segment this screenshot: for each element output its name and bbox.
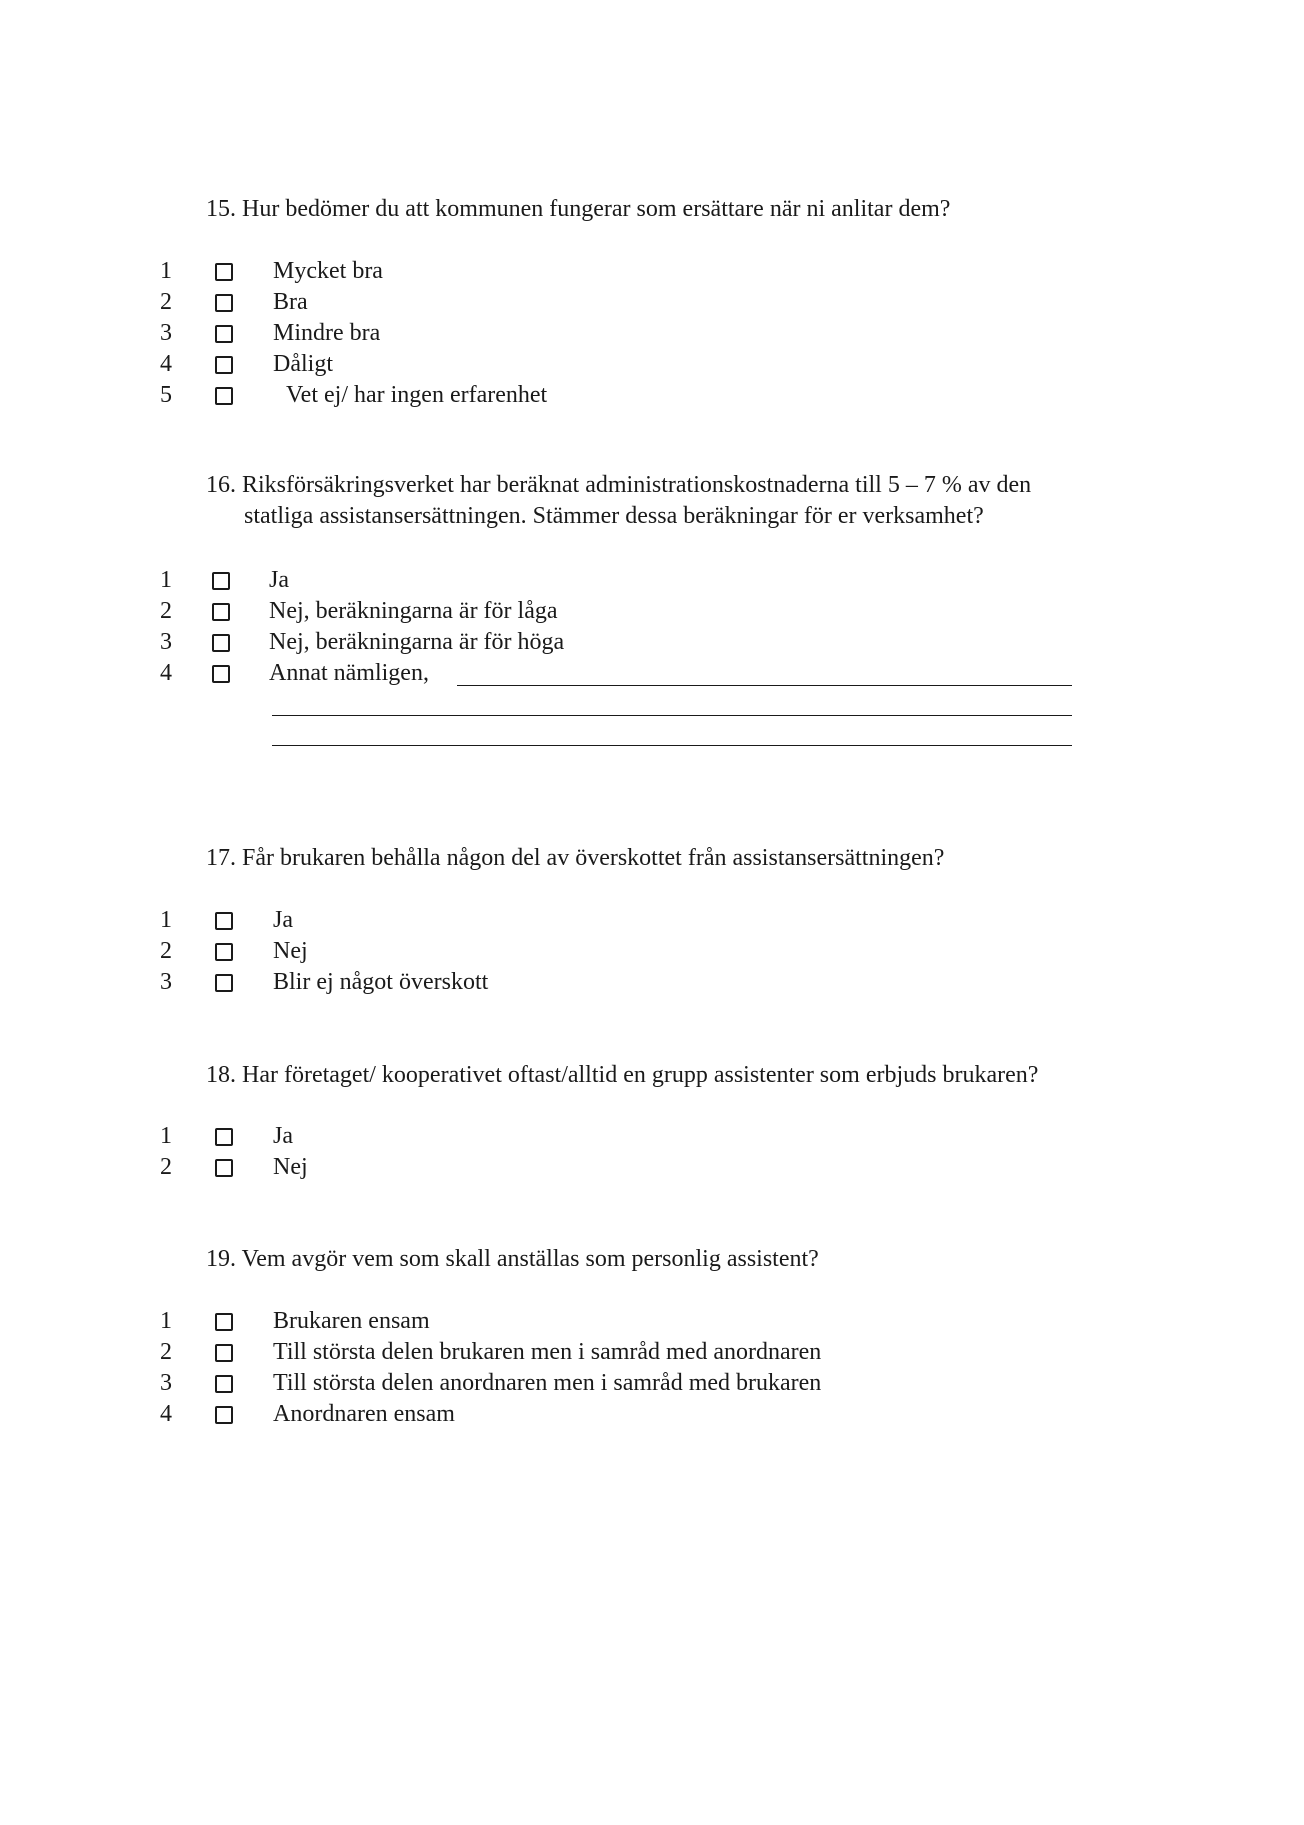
option-label: Nej, beräkningarna är för höga (269, 629, 565, 655)
option-label: Brukaren ensam (273, 1308, 430, 1334)
question-16-line-2: statliga assistansersättningen. Stämmer dessa beräkningar för er verksamhet? (244, 503, 984, 529)
option-number: 5 (160, 382, 172, 408)
option-label: Nej (273, 938, 308, 964)
option-number: 2 (160, 938, 172, 964)
checkbox-icon[interactable] (215, 263, 233, 281)
checkbox-icon[interactable] (212, 572, 230, 590)
checkbox-icon[interactable] (215, 325, 233, 343)
checkbox-icon[interactable] (215, 912, 233, 930)
option-label: Blir ej något överskott (273, 969, 489, 995)
checkbox-icon[interactable] (215, 1344, 233, 1362)
option-label: Vet ej/ har ingen erfarenhet (286, 382, 548, 408)
option-label: Ja (269, 567, 289, 593)
option-label: Till största delen brukaren men i samråd med anordnaren (273, 1339, 822, 1365)
checkbox-icon[interactable] (215, 943, 233, 961)
checkbox-icon[interactable] (215, 974, 233, 992)
option-number: 2 (160, 598, 172, 624)
checkbox-icon[interactable] (215, 1159, 233, 1177)
question-15-text: 15. Hur bedömer du att kommunen fungerar som ersättare när ni anlitar dem? (206, 196, 951, 222)
checkbox-icon[interactable] (215, 294, 233, 312)
option-label: Anordnaren ensam (273, 1401, 455, 1427)
checkbox-icon[interactable] (212, 603, 230, 621)
option-number: 3 (160, 1370, 172, 1396)
option-number: 2 (160, 1339, 172, 1365)
option-label: Mindre bra (273, 320, 381, 346)
option-label: Till största delen anordnaren men i samråd med brukaren (273, 1370, 822, 1396)
question-16-text (206, 470, 1031, 532)
answer-line-3[interactable] (272, 745, 1072, 746)
option-number: 4 (160, 351, 172, 377)
question-17-text: 17. Får brukaren behålla någon del av överskottet från assistansersättningen? (206, 845, 945, 871)
option-number: 1 (160, 258, 172, 284)
question-16-line-1: 16. Riksförsäkringsverket har beräknat administrationskostnaderna till 5 – 7 % av den (206, 472, 1032, 498)
option-number: 4 (160, 660, 172, 686)
option-label: Annat nämligen, (269, 660, 429, 686)
checkbox-icon[interactable] (215, 1406, 233, 1424)
option-label: Mycket bra (273, 258, 383, 284)
checkbox-icon[interactable] (215, 1375, 233, 1393)
option-number: 2 (160, 1154, 172, 1180)
option-label: Dåligt (273, 351, 333, 377)
checkbox-icon[interactable] (212, 634, 230, 652)
checkbox-icon[interactable] (212, 665, 230, 683)
option-label: Nej (273, 1154, 308, 1180)
option-number: 1 (160, 1123, 172, 1149)
option-number: 4 (160, 1401, 172, 1427)
option-number: 3 (160, 969, 172, 995)
option-label: Nej, beräkningarna är för låga (269, 598, 558, 624)
checkbox-icon[interactable] (215, 1313, 233, 1331)
option-number: 1 (160, 907, 172, 933)
option-label: Ja (273, 907, 293, 933)
option-number: 3 (160, 629, 172, 655)
option-label: Bra (273, 289, 308, 315)
answer-line-2[interactable] (272, 715, 1072, 716)
option-number: 3 (160, 320, 172, 346)
checkbox-icon[interactable] (215, 356, 233, 374)
answer-line-1[interactable] (457, 685, 1072, 686)
option-number: 1 (160, 567, 172, 593)
option-number: 1 (160, 1308, 172, 1334)
option-label: Ja (273, 1123, 293, 1149)
checkbox-icon[interactable] (215, 1128, 233, 1146)
option-number: 2 (160, 289, 172, 315)
question-18-text: 18. Har företaget/ kooperativet oftast/alltid en grupp assistenter som erbjuds brukaren? (206, 1062, 1039, 1088)
checkbox-icon[interactable] (215, 387, 233, 405)
question-19-text: 19. Vem avgör vem som skall anställas som personlig assistent? (206, 1246, 819, 1272)
